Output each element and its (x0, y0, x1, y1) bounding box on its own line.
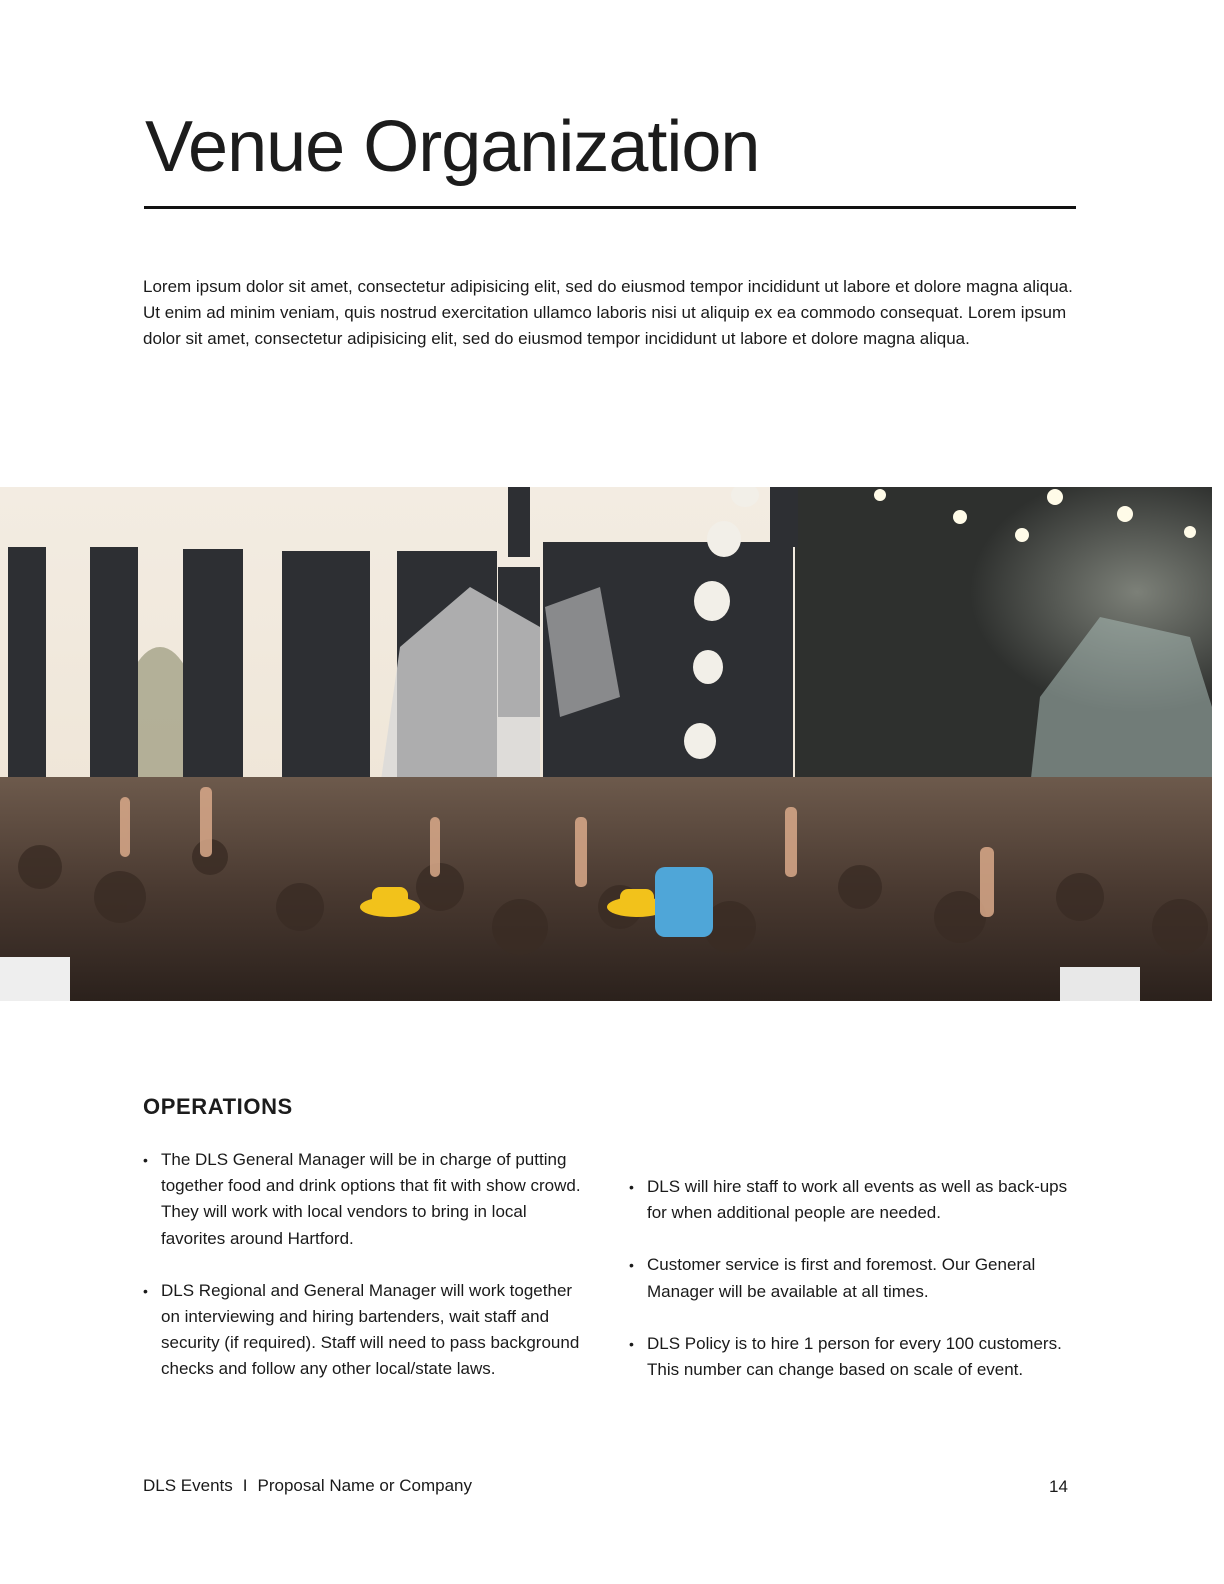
list-item: • DLS Policy is to hire 1 person for every 100 customers. This number can change based on scale of event. (629, 1331, 1074, 1383)
list-item: • The DLS General Manager will be in charge of putting together food and drink options that fit with show crowd. They will work with local vendors to bring in local favorites around Hartford. (143, 1147, 588, 1252)
operations-left-list (143, 1147, 588, 1409)
list-item: • DLS Regional and General Manager will work together on interviewing and hiring bartenders, wait staff and security (if required). Staff will need to pass background checks and follow any other local/state laws. (143, 1278, 588, 1383)
footer-proposal: Proposal Name or Company (257, 1476, 472, 1495)
list-item: • DLS will hire staff to work all events as well as back-ups for when additional people are needed. (629, 1174, 1074, 1226)
concert-crowd-photo (0, 487, 1212, 1001)
intro-paragraph: Lorem ipsum dolor sit amet, consectetur adipisicing elit, sed do eiusmod tempor incididunt ut labore et dolore magna aliqua. Ut enim ad minim veniam, quis nostrud exercitation ullamco laboris nisi ut aliquip ex ea commodo consequat. Lorem ipsum dolor sit amet, consectetur adipisicing elit, sed do eiusmod tempor incididunt ut labore et dolore magna aliqua. (143, 277, 1073, 348)
page-title: Venue Organization (145, 107, 760, 187)
title-divider (144, 206, 1076, 209)
footer-company: DLS Events (143, 1476, 233, 1495)
operations-heading: OPERATIONS (143, 1094, 293, 1119)
footer (143, 1476, 472, 1496)
footer-separator: I (242, 1476, 248, 1495)
operations-right-list (629, 1174, 1074, 1409)
list-item: • Customer service is first and foremost. Our General Manager will be available at all times. (629, 1252, 1074, 1304)
page-number: 14 (1049, 1477, 1068, 1496)
